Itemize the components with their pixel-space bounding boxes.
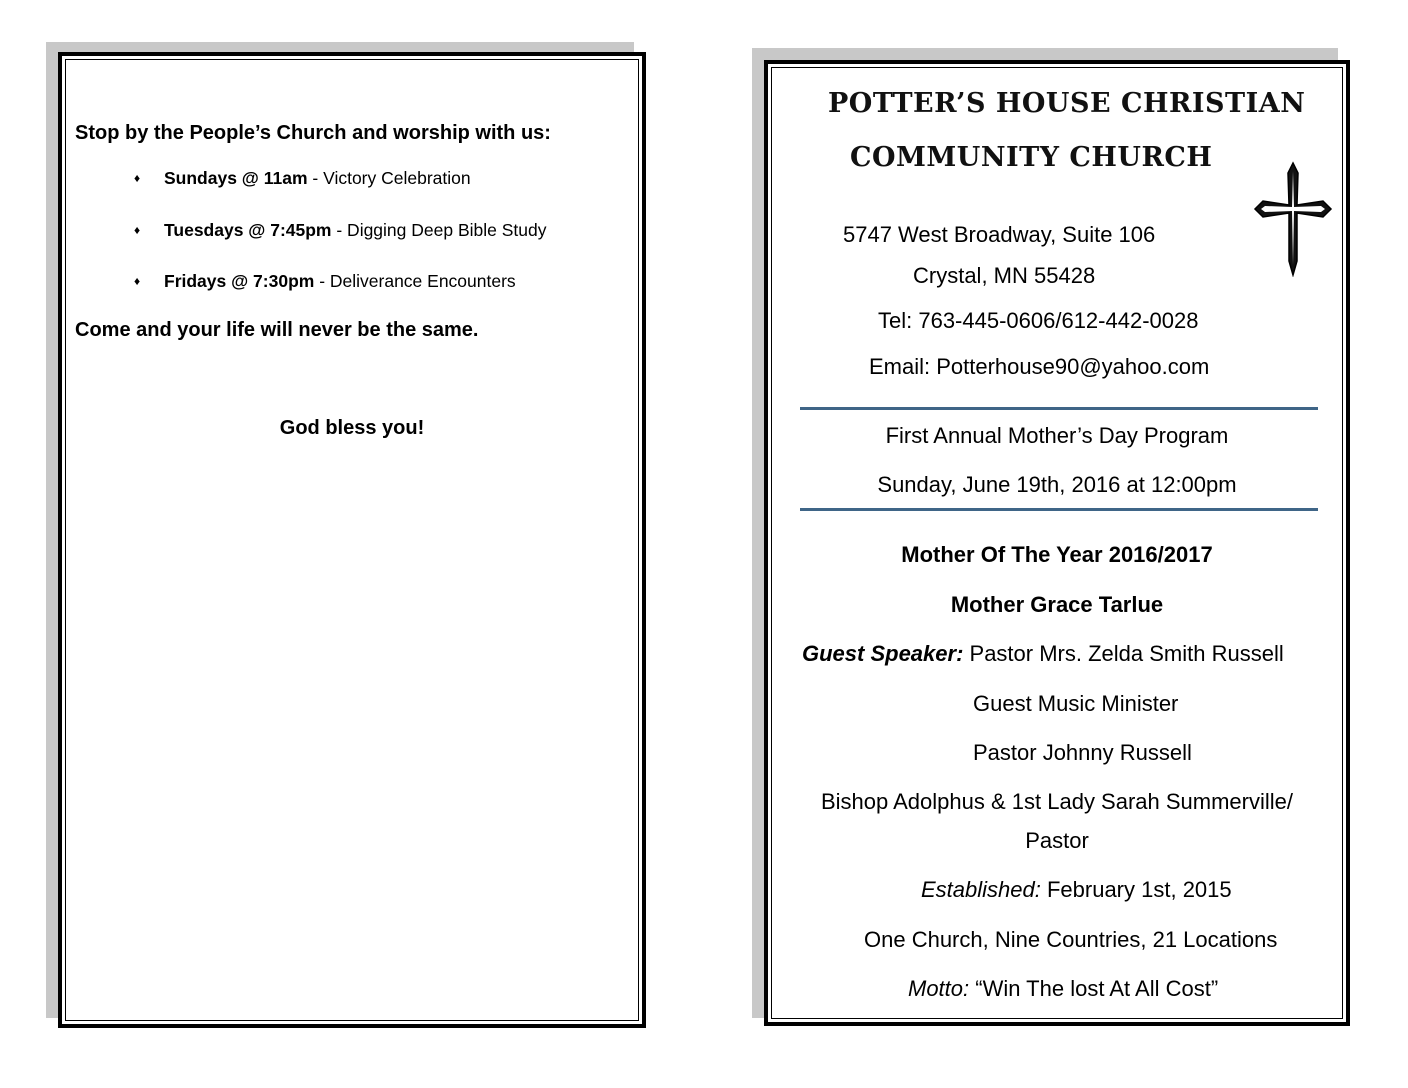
blessing-line: God bless you! (279, 417, 425, 439)
program-name: First Annual Mother’s Day Program (885, 423, 1229, 448)
closing-line: Come and your life will never be the same. (75, 319, 479, 341)
guest-speaker-line (802, 641, 1284, 667)
ornate-cross-icon (1253, 161, 1333, 277)
music-minister-label: Guest Music Minister (973, 691, 1179, 716)
service-item-tuesday (134, 220, 546, 241)
service-time: Fridays @ 7:30pm (164, 271, 315, 291)
church-reach: One Church, Nine Countries, 21 Locations (864, 927, 1278, 952)
email-address: Email: Potterhouse90@yahoo.com (869, 354, 1210, 379)
service-name: - Victory Celebration (307, 168, 471, 188)
service-item-sunday (134, 168, 471, 189)
diamond-bullet-icon: ♦ (134, 171, 141, 185)
program-date: Sunday, June 19th, 2016 at 12:00pm (877, 472, 1237, 497)
leaders-line-1: Bishop Adolphus & 1st Lady Sarah Summerville/ (820, 789, 1294, 814)
left-panel-inner-border (65, 59, 639, 1021)
music-minister-name: Pastor Johnny Russell (973, 740, 1192, 765)
worship-intro: Stop by the People’s Church and worship with us: (75, 122, 551, 144)
service-time: Sundays @ 11am (164, 168, 308, 188)
divider-top (800, 407, 1318, 410)
established-date: February 1st, 2015 (1040, 877, 1232, 902)
established-line (921, 877, 1232, 903)
service-name: - Digging Deep Bible Study (331, 220, 547, 240)
address-street: 5747 West Broadway, Suite 106 (843, 222, 1156, 247)
mother-of-year-heading: Mother Of The Year 2016/2017 (901, 542, 1213, 567)
diamond-bullet-icon: ♦ (134, 223, 141, 237)
service-name: - Deliverance Encounters (314, 271, 516, 291)
motto-text: “Win The lost At All Cost” (969, 976, 1219, 1001)
address-city: Crystal, MN 55428 (913, 263, 1096, 288)
motto-label: Motto: (908, 976, 970, 1001)
service-item-friday (134, 271, 516, 292)
established-label: Established: (921, 877, 1041, 902)
mother-of-year-name: Mother Grace Tarlue (950, 592, 1164, 617)
church-title-line-2: COMMUNITY CHURCH (850, 142, 1213, 173)
motto-line (908, 976, 1218, 1002)
guest-speaker-label: Guest Speaker: (802, 641, 964, 666)
church-title-line-1: POTTER’S HOUSE CHRISTIAN (828, 88, 1306, 119)
divider-bottom (800, 508, 1318, 511)
service-time: Tuesdays @ 7:45pm (164, 220, 332, 240)
diamond-bullet-icon: ♦ (134, 274, 141, 288)
leaders-line-2: Pastor (1025, 828, 1089, 853)
left-panel (58, 52, 646, 1028)
guest-speaker-name: Pastor Mrs. Zelda Smith Russell (963, 641, 1284, 666)
right-panel (764, 60, 1350, 1026)
phone-numbers: Tel: 763-445-0606/612-442-0028 (878, 308, 1199, 333)
